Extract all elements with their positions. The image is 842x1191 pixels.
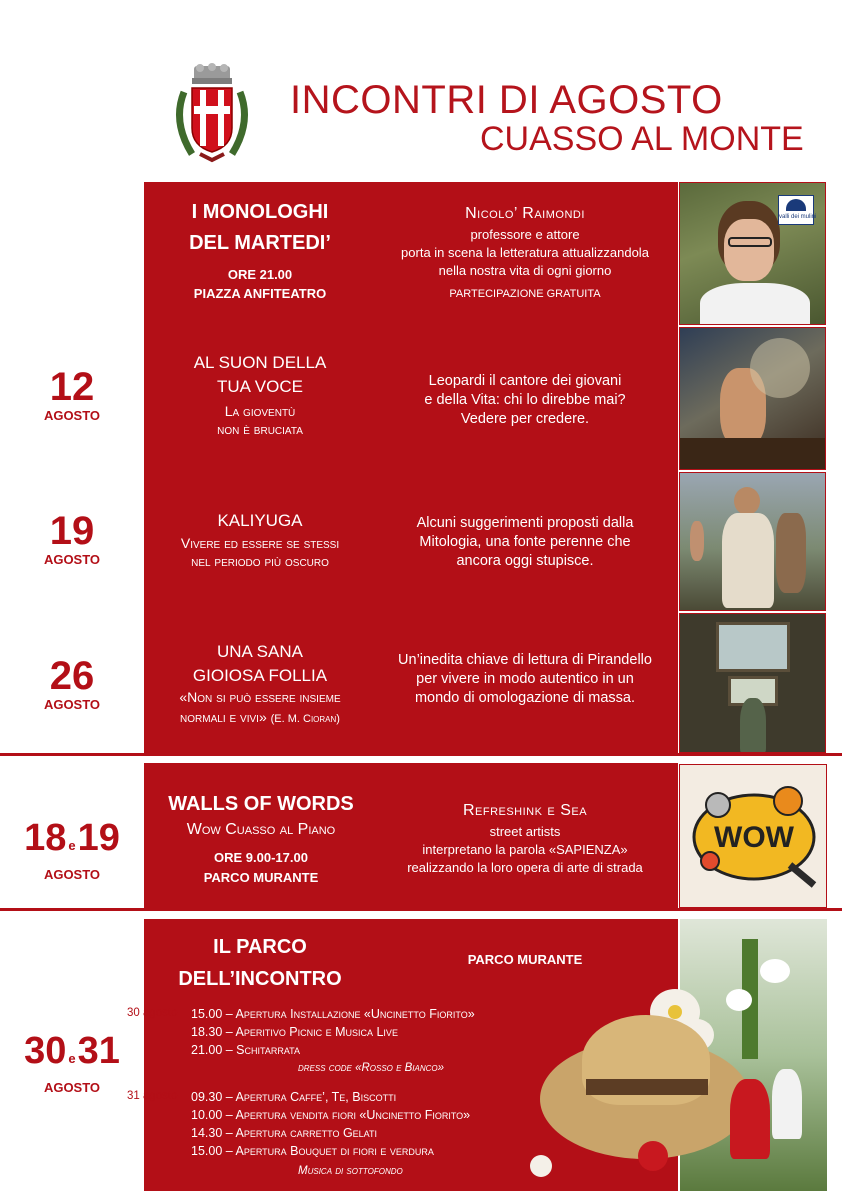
municipal-crest [170,62,254,170]
walls-time: ORE 9.00-17.00 [214,850,308,865]
event-12-desc-line1: Leopardi il cantore dei giovani [428,373,622,389]
event-12-day: 12 [49,365,95,409]
event-26-desc-line1: Un’inedita chiave di lettura di Pirandello [398,652,652,668]
event-12-desc-line2: e della Vita: chi lo direbbe mai? [424,392,626,408]
valli-dei-mulini-logo: valli dei mulini [778,195,814,225]
event-19-desc-line1: Alcuni suggerimenti proposti dalla [416,515,634,531]
parco-date: 30 e31 AGOSTO [0,1030,144,1096]
section-divider [0,753,842,756]
program-30-label: 30 agosto [127,1007,178,1019]
walls-desc-line3: realizzando la loro opera di arte di strada [407,860,643,875]
intro-place: PIAZZA ANFITEATRO [193,286,327,301]
event-26-quote-author: (E. M. Cioran) [270,713,340,725]
intro-desc-line1: porta in scena la letteratura attualizzandola [401,245,649,260]
program-31-item: 10.00 – Apertura vendita fiori «Uncinetto Fiorito» [191,1108,471,1122]
event-26-date [0,655,144,713]
leopardi-painting [679,327,826,470]
event-12-desc-line3: Vedere per credere. [460,411,590,427]
event-26-desc-line3: mondo di omologazione di massa. [414,690,636,706]
mythology-painting [679,472,826,611]
walls-artists: Refreshink e Sea [462,802,588,819]
walls-desc-line1: street artists [489,824,561,839]
event-12-date [0,366,144,424]
speaker-photo [679,182,826,325]
intro-free-entry: PARTECIPAZIONE GRATUITA [449,288,601,300]
event-19-month: AGOSTO [43,552,101,567]
program-30-item: 18.30 – Aperitivo Picnic e Musica Live [191,1025,398,1039]
walls-title: WALLS OF WORDS [168,793,354,815]
event-12-month: AGOSTO [43,408,101,423]
event-12-subtitle-line2: non è bruciata [217,421,303,437]
event-19-subtitle-line1: Vivere ed essere se stessi [180,535,340,551]
parco-title-line2: DELL’INCONTRO [178,968,342,990]
event-19-desc-line3: ancora oggi stupisce. [456,553,594,569]
parco-title-line1: IL PARCO [213,936,307,958]
event-26-title-line1: UNA SANA [217,642,303,661]
intro-title-line2: DEL MARTEDI’ [189,232,331,254]
walls-desc-line2: interpretano la parola «SAPIENZA» [422,842,628,857]
walls-place: PARCO MURANTE [203,870,319,885]
intro-desc-line2: nella nostra vita di ogni giorno [438,263,612,278]
program-31-item: 15.00 – Apertura Bouquet di fiori e verdura [191,1144,434,1158]
program-30-item: 21.00 – Schitarrata [191,1043,301,1057]
event-19-desc-line2: Mitologia, una fonte perenne che [419,534,631,550]
program-31-label: 31 agosto [127,1090,178,1102]
event-26-desc-line2: per vivere in modo autentico in un [416,671,634,687]
walls-month: AGOSTO [43,867,101,882]
program-30-item: 15.00 – Apertura Installazione «Uncinetto Fiorito» [191,1007,475,1021]
event-26-quote-line2: normali e vivi» (E. M. Cioran) [180,709,340,725]
event-19-title: KALIYUGA [217,511,303,530]
walls-date: 18 e19 AGOSTO [0,817,144,883]
wow-logo [679,764,827,908]
program-31-item: 14.30 – Apertura carretto Gelati [191,1126,378,1140]
parco-month: AGOSTO [43,1080,101,1095]
event-26-day: 26 [49,654,95,698]
event-12-title-line2: TUA VOCE [217,377,303,396]
event-12-subtitle-line1: La gioventù [224,403,296,419]
event-19-subtitle-line2: nel periodo più oscuro [191,553,329,569]
program-31-item: 09.30 – Apertura Caffe’, Te, Biscotti [191,1090,397,1104]
intro-speaker: Nicolo’ Raimondi [465,205,585,222]
dress-code: dress code «Rosso e Bianco» [298,1062,445,1074]
page-title: INCONTRI DI AGOSTO [290,78,723,122]
event-26-title-line2: GIOIOSA FOLLIA [192,666,328,685]
event-26-month: AGOSTO [43,697,101,712]
parco-place: PARCO MURANTE [467,952,583,967]
event-26-quote-line1: «Non si può essere insieme [179,689,341,705]
intro-time: ORE 21.00 [227,267,293,282]
event-19-day: 19 [49,509,95,553]
page-subtitle: CUASSO AL MONTE [480,120,804,158]
window-painting [679,613,826,753]
intro-role: professore e attore [470,227,580,242]
intro-title-line1: I MONOLOGHI [191,201,329,223]
background-music: Musica di sottofondo [298,1165,403,1177]
event-12-title-line1: AL SUON DELLA [193,353,327,372]
walls-subtitle: Wow Cuasso al Piano [186,821,336,838]
event-19-date [0,510,144,568]
svg-text:WOW: WOW [714,821,794,854]
section-divider [0,908,842,911]
